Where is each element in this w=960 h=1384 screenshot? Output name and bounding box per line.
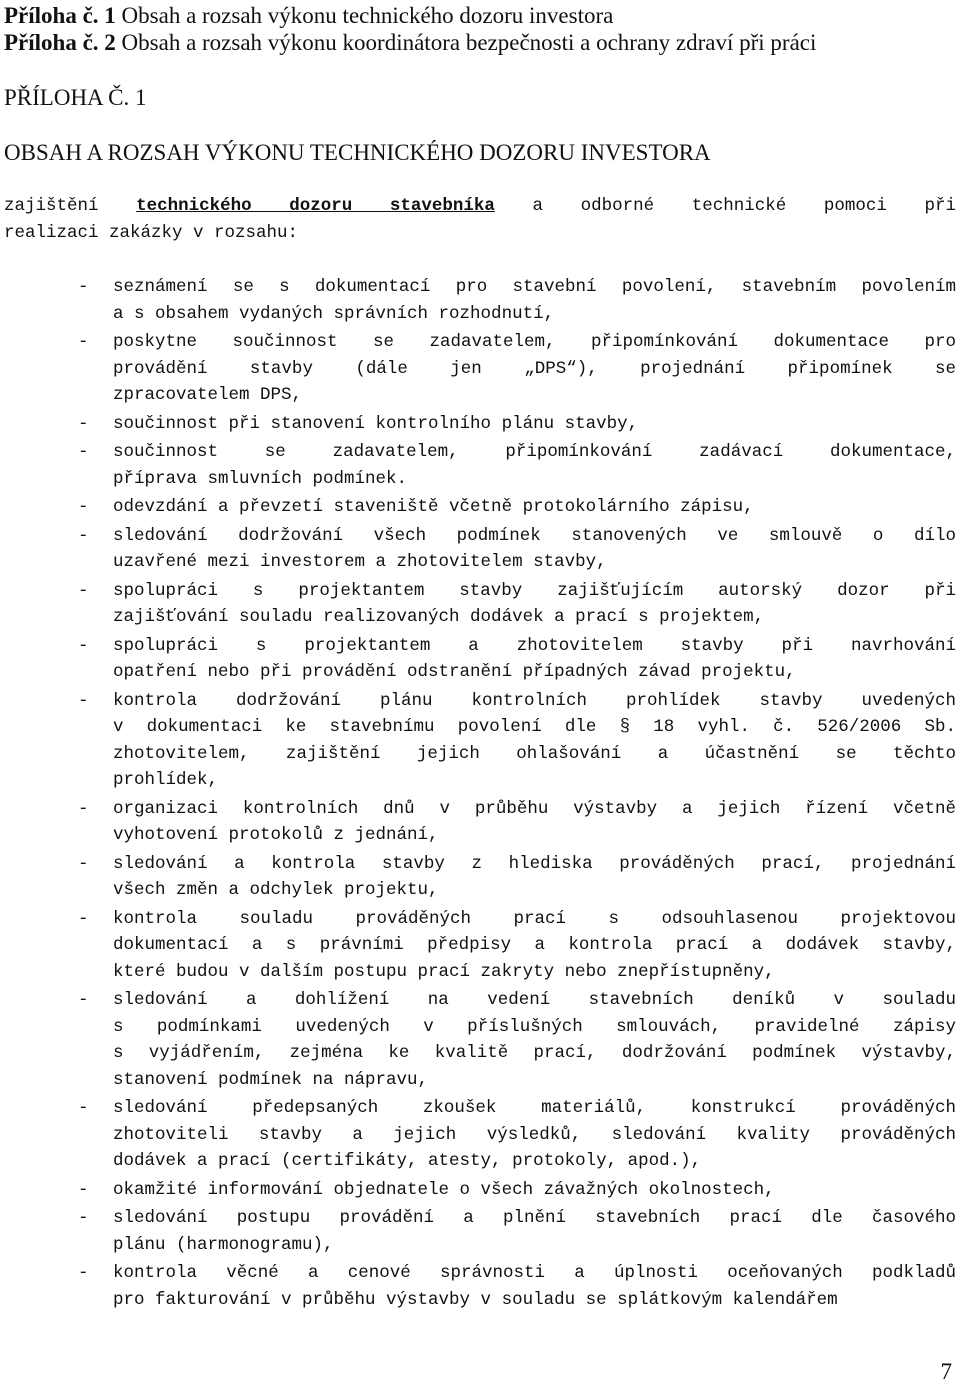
intro-pre: zajištění: [4, 196, 99, 216]
annex-label: PŘÍLOHA Č. 1: [4, 85, 147, 110]
list-item-line: sledování a dohlížení na vedení stavebních deníků v souladu: [113, 990, 956, 1010]
list-item-line: spolupráci s projektantem stavby zajišťujícím autorský dozor při: [113, 580, 956, 601]
list-bullet: -: [78, 990, 89, 1010]
list-item-line: kontrola věcné a cenové správnosti a úplnosti oceňovaných podkladů: [113, 1263, 956, 1283]
list-item-text: [113, 633, 956, 686]
list-item-line: součinnost při stanovení kontrolního plánu stavby,: [113, 413, 639, 434]
list-bullet: -: [78, 1208, 89, 1228]
list-item-text: [113, 688, 956, 794]
list-item-line: kontrola dodržování plánu kontrolních prohlídek stavby uvedených: [113, 690, 956, 711]
list-item-line: příprava smluvních podmínek.: [113, 468, 408, 489]
list-bullet: -: [78, 332, 89, 352]
list-bullet: -: [78, 1263, 89, 1283]
list-bullet: -: [78, 497, 89, 517]
list-item-text: [113, 329, 956, 409]
list-item-line: s vyjádřením, zejména ke kvalitě prací, dodržování podmínek výstavby,: [113, 1043, 956, 1063]
list-item-line: zhotoviteli stavby a jejich výsledků, sledování kvality prováděných: [113, 1124, 956, 1145]
list-item-line: které budou v dalším postupu prací zakryty nebo znepřístupněny,: [113, 961, 775, 982]
list-item-text: [113, 1095, 956, 1175]
list-item-text: [113, 1260, 956, 1313]
list-item-line: okamžité informování objednatele o všech závažných okolnostech,: [113, 1179, 775, 1200]
list-item-line: kontrola souladu prováděných prací s odsouhlasenou projektovou: [113, 908, 956, 929]
list-bullet: -: [78, 525, 89, 546]
list-item: [0, 578, 960, 631]
list-bullet: -: [78, 277, 89, 297]
list-item-line: v dokumentaci ke stavebnímu povolení dle § 18 vyhl. č. 526/2006 Sb.: [113, 717, 956, 737]
list-item-text: [113, 411, 956, 438]
list-item-line: zajišťování souladu realizovaných dodávek a prací s projektem,: [113, 607, 765, 627]
list-item: [0, 688, 960, 794]
list-item: [0, 439, 960, 492]
list-item: [0, 494, 960, 521]
list-item-line: organizaci kontrolních dnů v průběhu výstavby a jejich řízení včetně: [113, 798, 956, 819]
list-bullet: -: [78, 413, 89, 434]
list-item-line: vyhotovení protokolů z jednání,: [113, 825, 439, 845]
attachment-2: [4, 29, 816, 56]
list-item-line: sledování a kontrola stavby z hlediska prováděných prací, projednání: [113, 853, 956, 874]
list-item-line: prohlídek,: [113, 770, 219, 790]
list-item: [0, 906, 960, 986]
list-item-line: sledování postupu provádění a plnění stavebních prací dle časového: [113, 1208, 956, 1228]
list-bullet: -: [78, 908, 89, 929]
list-item-line: seznámení se s dokumentací pro stavební povolení, stavebním povolením: [113, 277, 956, 297]
list-bullet: -: [78, 1179, 89, 1200]
list-item: [0, 274, 960, 327]
page-title: OBSAH A ROZSAH VÝKONU TECHNICKÉHO DOZORU INVESTORA: [4, 140, 711, 165]
list-item-line: poskytne součinnost se zadavatelem, připomínkování dokumentace pro: [113, 332, 956, 352]
list-item-text: [113, 906, 956, 986]
intro-line-2: realizaci zakázky v rozsahu:: [4, 223, 299, 243]
attachment-number: Příloha č. 1: [4, 3, 116, 28]
list-item-line: odevzdání a převzetí staveniště včetně protokolárního zápisu,: [113, 497, 754, 517]
list-item: [0, 851, 960, 904]
intro-paragraph: [4, 193, 956, 247]
list-item: [0, 796, 960, 849]
list-item-line: pro fakturování v průběhu výstavby v souladu se splátkovým kalendářem: [113, 1289, 838, 1310]
attachment-title: Obsah a rozsah výkonu koordinátora bezpečnosti a ochrany zdraví při práci: [121, 30, 817, 55]
list-item: [0, 1205, 960, 1258]
list-item: [0, 329, 960, 409]
list-item-line: stanovení podmínek na nápravu,: [113, 1069, 429, 1090]
intro-post: a odborné technické pomoci při: [532, 196, 956, 216]
list-bullet: -: [78, 442, 89, 462]
list-item-line: sledování dodržování všech podmínek stanovených ve smlouvě o dílo: [113, 525, 956, 546]
list-item-line: a s obsahem vydaných správních rozhodnutí,: [113, 303, 555, 324]
list-item-line: plánu (harmonogramu),: [113, 1234, 334, 1255]
intro-line-1: [4, 193, 956, 220]
attachment-title: Obsah a rozsah výkonu technického dozoru investora: [121, 3, 614, 28]
list-item-line: provádění stavby (dále jen „DPS“), projednání připomínek se: [113, 358, 956, 379]
attachment-list: [4, 2, 816, 56]
list-item-line: opatření nebo při provádění odstranění případných závad projektu,: [113, 662, 796, 682]
list-item-text: [113, 439, 956, 492]
list-bullet: -: [78, 1098, 89, 1118]
list-item-line: sledování předepsaných zkoušek materiálů, konstrukcí prováděných: [113, 1098, 956, 1118]
page-number: 7: [940, 1359, 952, 1384]
list-item-text: [113, 796, 956, 849]
list-item-line: zpracovatelem DPS,: [113, 385, 303, 405]
list-item: [0, 411, 960, 438]
list-item-text: [113, 851, 956, 904]
list-bullet: -: [78, 853, 89, 874]
list-item-text: [113, 987, 956, 1093]
list-item-text: [113, 1177, 956, 1204]
list-item-line: zhotovitelem, zajištění jejich ohlašování a účastnění se těchto: [113, 743, 956, 764]
list-item-line: dodávek a prací (certifikáty, atesty, protokoly, apod.),: [113, 1151, 702, 1171]
list-item: [0, 633, 960, 686]
list-item-text: [113, 494, 956, 521]
attachment-number: Příloha č. 2: [4, 30, 116, 55]
list-item: [0, 1095, 960, 1175]
list-item: [0, 1260, 960, 1313]
scope-list: [0, 274, 960, 1313]
list-item-line: uzavřené mezi investorem a zhotovitelem stavby,: [113, 552, 607, 572]
list-item-text: [113, 523, 956, 576]
attachment-1: [4, 2, 816, 29]
list-item-text: [113, 1205, 956, 1258]
list-item: [0, 1177, 960, 1204]
list-item-text: [113, 578, 956, 631]
list-item-text: [113, 274, 956, 327]
list-item-line: všech změn a odchylek projektu,: [113, 880, 439, 900]
list-bullet: -: [78, 580, 89, 601]
list-item: [0, 523, 960, 576]
list-item-line: součinnost se zadavatelem, připomínkování zadávací dokumentace,: [113, 442, 956, 462]
list-bullet: -: [78, 635, 89, 656]
list-item-line: dokumentací a s právními předpisy a kontrola prací a dodávek stavby,: [113, 935, 956, 955]
list-item-line: spolupráci s projektantem a zhotovitelem stavby při navrhování: [113, 635, 956, 656]
list-bullet: -: [78, 690, 89, 711]
list-bullet: -: [78, 798, 89, 819]
intro-emphasis: technického dozoru stavebníka: [136, 196, 495, 216]
list-item-line: s podmínkami uvedených v příslušných smlouvách, pravidelné zápisy: [113, 1016, 956, 1037]
list-item: [0, 987, 960, 1093]
